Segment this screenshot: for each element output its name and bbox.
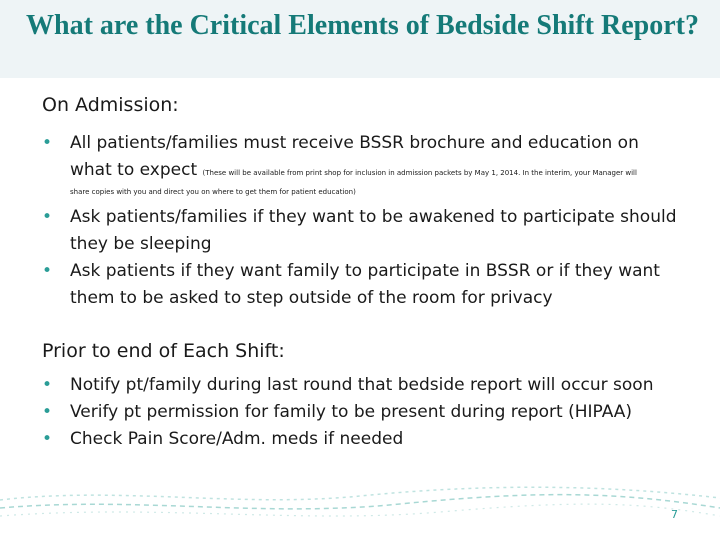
bullet-note: (These will be available from print shop for inclusion in admission packets by May 1, 2014. In the interim, your Manager will [202,169,637,177]
bullet-icon: • [42,261,53,281]
section-heading-shift-end: Prior to end of Each Shift: [42,340,285,362]
bullet-text: All patients/families must receive BSSR brochure and education on what to expect [70,133,639,180]
bullet-icon: • [42,375,53,395]
bullet-text: Ask patients if they want family to participate in BSSR or if they want them to be asked to step outside of the room for privacy [70,261,660,308]
bullet-text: Check Pain Score/Adm. meds if needed [70,429,404,449]
list-item [42,372,682,399]
slide-title: What are the Critical Elements of Bedside Shift Report? [26,10,699,41]
bullet-icon: • [42,429,53,449]
page-number: 7 [671,508,678,521]
bullet-icon: • [42,133,53,153]
admission-bullet-list [42,130,682,312]
list-item [42,204,682,258]
decorative-wave-lines [0,478,720,528]
section-heading-admission: On Admission: [42,94,179,116]
bullet-note-continued: share copies with you and direct you on where to get them for patient education) [70,188,356,196]
bullet-icon: • [42,207,53,227]
shift-end-bullet-list [42,372,682,453]
list-item [42,130,682,198]
list-item [42,426,682,453]
bullet-text: Ask patients/families if they want to be awakened to participate should they be sleeping [70,207,677,254]
bullet-text: Verify pt permission for family to be present during report (HIPAA) [70,402,633,422]
bullet-icon: • [42,402,53,422]
list-item [42,258,682,312]
bullet-text: Notify pt/family during last round that bedside report will occur soon [70,375,654,395]
list-item [42,399,682,426]
